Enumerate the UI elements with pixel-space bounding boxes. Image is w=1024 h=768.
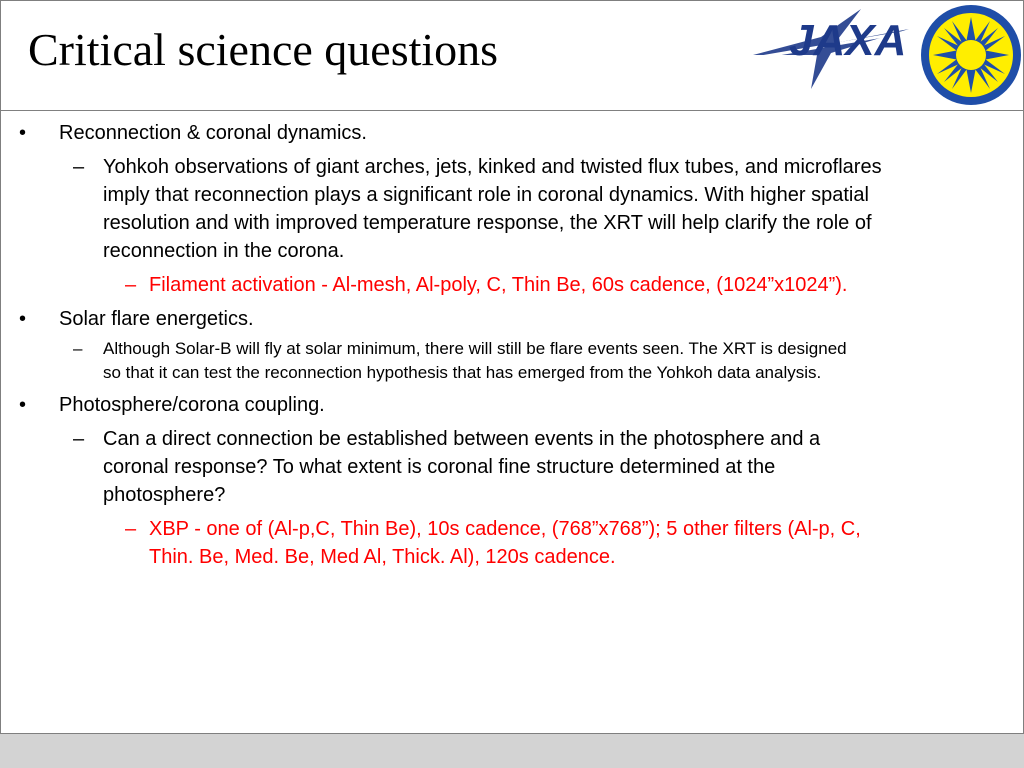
bullet-marker: • (19, 308, 27, 330)
sun-emblem-icon (919, 3, 1023, 107)
sub-bullet-text: Can a direct connection be established between events in the photosphere and a coronal response? To what extent is coronal fine structure determined at the photosphere? (103, 428, 821, 506)
bullet-text: Photosphere/corona coupling. (59, 394, 325, 416)
slide-body (1, 119, 1001, 571)
subsub-bullet-filament (1, 271, 879, 299)
subsub-bullet-text: XBP - one of (Al-p,C, Thin Be), 10s cadence, (768”x768”); 5 other filters (Al-p, C, Thin. Be, Med. Be, Med Al, Thick. Al), 120s cadence. (149, 518, 861, 568)
bullet-marker: • (19, 394, 27, 416)
bullet-reconnection (1, 119, 879, 147)
bullet-flare-energetics (1, 305, 879, 333)
sub-bullet-connection (1, 425, 883, 509)
subsub-bullet-xbp (1, 515, 879, 571)
bullet-text: Solar flare energetics. (59, 308, 254, 330)
slide-header (1, 1, 1023, 111)
sub-bullet-yohkoh (1, 153, 883, 265)
jaxa-logo-text: JAXA (789, 16, 907, 65)
bullet-text: Reconnection & coronal dynamics. (59, 122, 367, 144)
dash-marker: – (125, 518, 137, 540)
bullet-photosphere-corona (1, 391, 879, 419)
slide-title: Critical science questions (28, 24, 499, 75)
dash-marker: – (73, 339, 83, 358)
dash-marker: – (73, 156, 85, 178)
dash-marker: – (125, 274, 137, 296)
bullet-marker: • (19, 122, 27, 144)
sub-bullet-text: Although Solar-B will fly at solar minimum, there will still be flare events seen. The XRT is designed so that it can test the reconnection hypothesis that has emerged from the Yohkoh data analysis. (103, 339, 847, 382)
dash-marker: – (73, 428, 85, 450)
sub-bullet-solar-b (1, 337, 863, 385)
subsub-bullet-text: Filament activation - Al-mesh, Al-poly, C, Thin Be, 60s cadence, (1024”x1024”). (149, 274, 848, 296)
jaxa-logo (751, 3, 911, 95)
sub-bullet-text: Yohkoh observations of giant arches, jets, kinked and twisted flux tubes, and microflares imply that reconnection plays a significant role in coronal dynamics. With higher spatial resolution and with improved temperature response, the XRT will help clarify the role of reconnection in the corona. (103, 156, 882, 262)
